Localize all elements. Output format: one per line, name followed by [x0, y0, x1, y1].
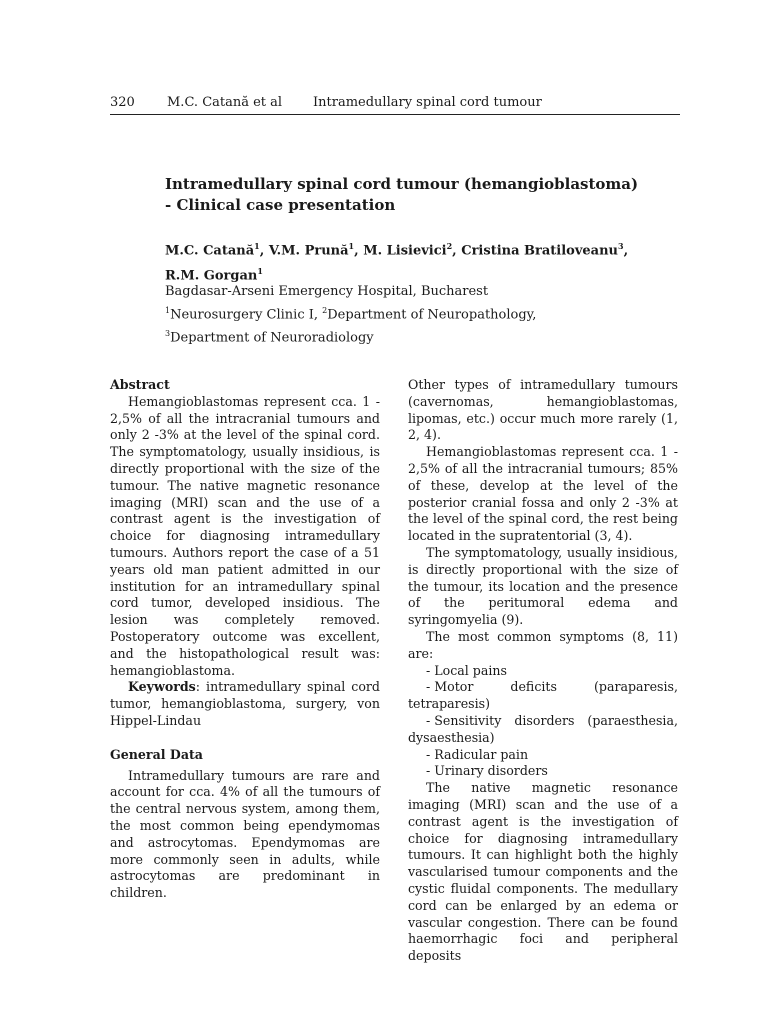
paper-title: Intramedullary spinal cord tumour (hemangioblastoma) - Clinical case presentation: [165, 175, 639, 214]
paragraph: The native magnetic resonance imaging (MRI) scan and the use of a contrast agent is the investigation of choice for diagnosing intramedullary tumours. It can highlight both the highly vascularised tumour components and the cystic fluidal components. The medullary cord can be enlarged by an edema or vascular congestion. There can be found haemorrhagic foci and peripheral deposits: [408, 780, 678, 964]
author-affiliation-mark: 2: [446, 241, 453, 251]
author-name: V.M. Prună: [268, 243, 349, 259]
affiliation-line: $^3$Department of Neuroradiology: [165, 329, 374, 346]
header-running-title: Intramedullary spinal cord tumour: [313, 95, 542, 110]
keywords-label: Keywords: [128, 679, 196, 695]
institution: Bagdasar-Arseni Emergency Hospital, Bucharest: [165, 284, 489, 299]
list-item: - Radicular pain: [426, 746, 529, 762]
list-item: - Local pains: [426, 662, 507, 678]
list-item-continuation: tetraparesis): [408, 696, 491, 712]
author-affiliation-mark: 1: [254, 241, 260, 251]
author-name: M.C. Catană: [165, 243, 255, 259]
paragraph: The symptomatology, usually insidious, is directly proportional with the size of the tumour, its location and the presence of the peritumoral edema and syringomyelia (9).: [408, 544, 678, 628]
author-name: M. Lisievici: [363, 243, 447, 259]
author-affiliation-mark: 1: [348, 241, 355, 251]
list-item-continuation: dysaesthesia): [408, 729, 495, 745]
left-column: [110, 377, 380, 902]
paragraph: The most common symptoms (8, 11) are:: [408, 628, 678, 661]
author-affiliation-mark: 3: [618, 241, 624, 251]
author-list: M.C. Catană$^1$, V.M. Prună$^1$, M. Lisievici$^2$, Cristina Bratiloveanu$^3$, R.M. Gorgan$^1$: [165, 241, 629, 284]
running-header: [110, 94, 680, 115]
author-name: Cristina Bratiloveanu: [461, 243, 618, 259]
abstract-heading: Abstract: [110, 377, 170, 392]
paragraph: Other types of intramedullary tumours (cavernomas, hemangioblastomas, lipomas, etc.) occur much more rarely (1, 2, 4).: [408, 377, 678, 443]
affiliation-line: $^1$Neurosurgery Clinic I, $^2$Department of Neuropathology,: [165, 306, 537, 323]
list-item: - Sensitivity disorders (paraesthesia,: [426, 712, 678, 728]
author-affiliation-mark: 1: [257, 266, 263, 277]
list-item: - Urinary disorders: [426, 763, 548, 779]
page-number: 320: [110, 95, 135, 110]
keywords: [110, 679, 380, 729]
right-column: [408, 377, 678, 965]
affiliations: [165, 282, 645, 348]
general-data-heading: General Data: [110, 746, 203, 762]
general-data-text: Intramedullary tumours are rare and account for cca. 4% of all the tumours of the central nervous system, among them, the most common being ependymomas and astrocytomas. Ependymomas are more commonly seen in adults, while astrocytomas are predominant in children.: [110, 767, 380, 901]
header-authors: M.C. Catană et al: [167, 95, 283, 110]
list-item: - Motor deficits (paraparesis,: [426, 679, 678, 695]
keywords-text: : intramedullary spinal cord tumor, hemangioblastoma, surgery, von Hippel-Lindau: [110, 679, 380, 728]
paragraph: Hemangioblastomas represent cca. 1 - 2,5% of all the intracranial tumours; 85% of these, develop at the level of the posterior cranial fossa and only 2 -3% at the level of the spinal cord, the rest being located in the supratentorial (3, 4).: [408, 444, 678, 544]
abstract-text: Hemangioblastomas represent cca. 1 - 2,5% of all the intracranial tumours and only 2 -3% at the level of the spinal cord. The symptomatology, usually insidious, is directly proportional with the size of the tumour. The native magnetic resonance imaging (MRI) scan and the use of a contrast agent is the investigation of choice for diagnosing intramedullary tumours. Authors report the case of a 51 years old man patient admitted in our institution for an intramedullary spinal cord tumor, developed insidious. The lesion was completely removed. Postoperatory outcome was excellent, and the histopathological result was: hemangioblastoma.: [110, 393, 380, 678]
author-name: R.M. Gorgan: [165, 268, 258, 284]
